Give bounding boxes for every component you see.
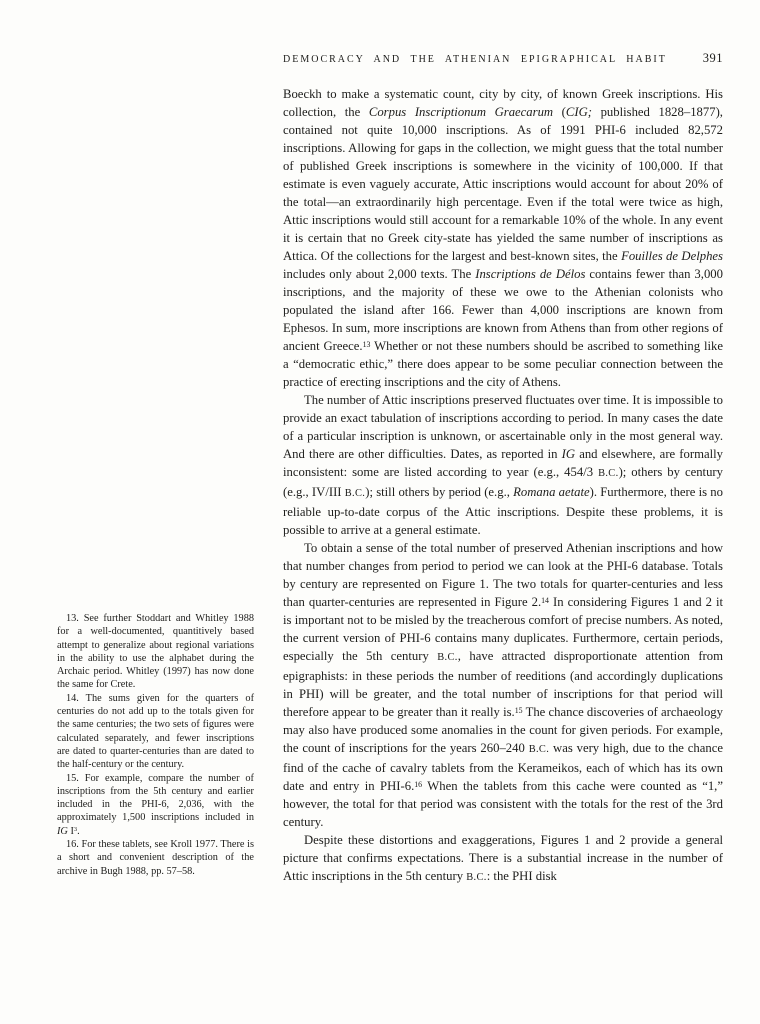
page-number: 391 — [702, 51, 723, 65]
text-run: Boeckh to make a systematic count, city by city, of known Greek inscriptions. His collection, the — [283, 87, 723, 119]
text-run: B.C. — [598, 468, 619, 479]
italic-text-run: CIG; — [565, 105, 592, 119]
text-run: 13. See further Stoddart and Whitley 1988 for a well-documented, quantitively based attempt to generalize about regional variations in the ability to use the alphabet during the Archaic period. Whitley (1997) has now done the same for Crete. — [57, 613, 254, 691]
footnote-13 — [57, 612, 254, 692]
text-run: , have attracted disproportionate attention from epigraphists: in these periods the number of reeditions (and accordingly duplications in PHI) will be greater, and the total number of inscriptions for that period will therefore appear to be greater than it really is. — [283, 649, 723, 719]
paragraph-4 — [283, 831, 723, 887]
text-run: was very high, due to the chance find of the cache of cavalry tablets from the Kerameikos, each of which has its own date and entry in PHI-6. — [283, 741, 723, 793]
text-run: ( — [553, 105, 566, 119]
text-run: When the tablets from this cache were counted as “1,” however, the total for that period was consistent with the totals for the rest of the 3rd century. — [283, 779, 723, 829]
text-run: 15. For example, compare the number of inscriptions from the 5th century and earlier included in the PHI-6, 2,036, with the approximately 1,500 inscriptions included in — [57, 772, 254, 824]
footnote-15 — [57, 772, 254, 838]
italic-text-run: Inscriptions de Délos — [475, 267, 586, 281]
text-run: B.C. — [466, 872, 487, 883]
running-title: DEMOCRACY AND THE ATHENIAN EPIGRAPHICAL HABIT — [283, 54, 667, 65]
paragraph-3 — [283, 539, 723, 831]
text-run: ). Furthermore, there is no reliable up-to-date corpus of the Attic inscriptions. Despite these problems, it is possible to arrive at a general estimate. — [283, 485, 723, 537]
paragraph-1 — [283, 85, 723, 391]
text-run: ); still others by period (e.g., — [365, 485, 514, 499]
text-run: ); others by century (e.g., IV/III — [283, 465, 723, 499]
main-text-column — [283, 85, 723, 887]
text-run: B.C. — [528, 744, 550, 755]
text-run: To obtain a sense of the total number of preserved Athenian inscriptions and how that number changes from period to period we can look at the PHI-6 database. Totals by century are represented on Figure 1. The two totals for quarter-centuries and less than quarter-centuries are represented in Figure 2. — [283, 541, 723, 609]
text-run: Despite these distortions and exaggerations, Figures 1 and 2 provide a general picture that confirms expectations. There is a substantial increase in the number of Attic inscriptions in the 5th century — [283, 833, 723, 883]
italic-text-run: IG — [561, 447, 576, 461]
text-run: 16. For these tablets, see Kroll 1977. There is a short and convenient description of the archive in Bugh 1988, pp. 57–58. — [57, 839, 254, 877]
text-run: published 1828–1877), contained not quite 10,000 inscriptions. As of 1991 PHI-6 included 82,572 inscriptions. Allowing for gaps in the collection, we might guess that the total number of published Greek inscriptions is somewhere in the vicinity of 100,000. If that estimate is even vaguely accurate, Attic inscriptions would account for about 20% of the total—an extraordinarily high percentage. Even if the total were twice as high, Attic inscriptions would still account for a remarkable 10% of the whole. In any event it is certain that no Greek city-state has yielded the same number of inscriptions as Attica. Of the collections for the largest and best-known sites, the — [283, 105, 723, 263]
footnote-reference: 13 — [362, 339, 371, 349]
running-head — [283, 51, 723, 66]
italic-text-run: IG — [57, 825, 68, 837]
text-run: and elsewhere, are formally inconsistent: some are listed according to year (e.g., 454/3 — [283, 447, 723, 479]
text-run: The chance discoveries of archaeology may also have produced some anomalies in the count for given periods. For example, the count of inscriptions for the years 260–240 — [283, 705, 723, 755]
italic-text-run: Romana aetate — [513, 485, 590, 499]
text-run: . — [77, 825, 80, 837]
text-run: Whether or not these numbers should be ascribed to something like a “democratic ethic,” there does appear to be some peculiar connection between the practice of erecting inscriptions and the city of Athens. — [283, 339, 724, 389]
footnote-reference: 15 — [514, 705, 523, 715]
italic-text-run: Corpus Inscriptionum Graecarum — [368, 105, 554, 119]
text-run: In considering Figures 1 and 2 it is important not to be misled by the treacherous comfort of precise numbers. As noted, the current version of PHI-6 contains many duplicates. Furthermore, certain periods, especially the 5th century — [283, 595, 724, 663]
text-run: I — [67, 825, 74, 837]
text-run: : the PHI disk — [486, 869, 557, 883]
text-run: B.C. — [437, 652, 458, 663]
footnote-reference: 16 — [414, 779, 423, 789]
text-run: 14. The sums given for the quarters of centuries do not add up to the totals given for the same centuries; the two sets of figures were calculated separately, and fewer inscriptions are dated to quarter-centuries than are dated to the half-century or the century. — [57, 692, 254, 771]
text-run: contains fewer than 3,000 inscriptions, and the majority of these we owe to the Athenian colonists who populated the island after 166. Fewer than 4,000 inscriptions are known from Ephesos. In sum, more inscriptions are known from Athens than from other regions of ancient Greece. — [283, 267, 723, 353]
footnote-16 — [57, 838, 254, 878]
footnote-14 — [57, 692, 254, 772]
text-run: The number of Attic inscriptions preserved fluctuates over time. It is impossible to provide an exact tabulation of inscriptions according to period. In many cases the date of a particular inscription is unknown, or ascertainable only in the most general way. And there are other difficulties. Dates, as reported in — [283, 393, 723, 461]
text-run: includes only about 2,000 texts. The — [283, 267, 476, 281]
footnote-reference: 14 — [541, 595, 549, 605]
footnotes-column — [57, 612, 254, 878]
paragraph-2 — [283, 391, 723, 539]
text-run: B.C. — [344, 488, 366, 499]
italic-text-run: Fouilles de Delphes — [621, 249, 723, 263]
footnote-reference: 3 — [73, 826, 78, 834]
